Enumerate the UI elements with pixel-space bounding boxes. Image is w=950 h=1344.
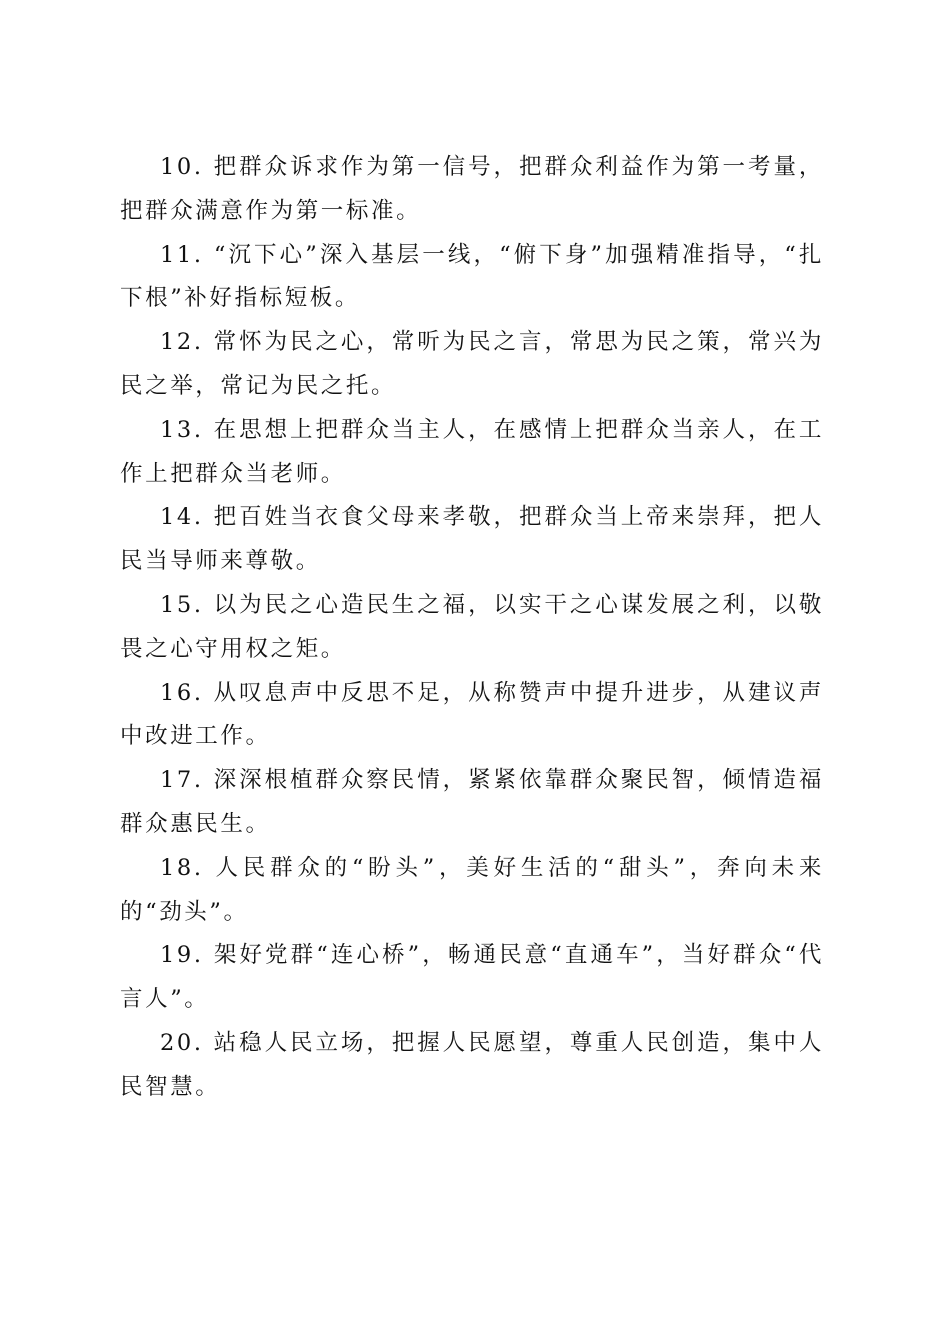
- list-item-12: 12. 常怀为民之心，常听为民之言，常思为民之策，常兴为民之举，常记为民之托。: [120, 329, 824, 399]
- list-item-15: 15. 以为民之心造民生之福，以实干之心谋发展之利，以敬畏之心守用权之矩。: [120, 591, 824, 662]
- list-item-18: 18. 人民群众的“盼头”，美好生活的“甜头”，奔向未来的“劲头”。: [120, 854, 824, 925]
- list-item-10: 10. 把群众诉求作为第一信号，把群众利益作为第一考量，把群众满意作为第一标准。: [120, 154, 824, 224]
- list-item-11: 11. “沉下心”深入基层一线，“俯下身”加强精准指导，“扎下根”补好指标短板。: [120, 241, 824, 312]
- list-item-14: 14. 把百姓当衣食父母来孝敬，把群众当上帝来崇拜，把人民当导师来尊敬。: [120, 504, 824, 575]
- list-item-16: 16. 从叹息声中反思不足，从称赞声中提升进步，从建议声中改进工作。: [120, 679, 824, 750]
- list-item-17: 17. 深深根植群众察民情，紧紧依靠群众聚民智，倾情造福群众惠民生。: [120, 767, 824, 837]
- list-item-13: 13. 在思想上把群众当主人，在感情上把群众当亲人，在工作上把群众当老师。: [120, 416, 824, 487]
- list-item-20: 20. 站稳人民立场，把握人民愿望，尊重人民创造，集中人民智慧。: [120, 1029, 824, 1100]
- list-item-19: 19. 架好党群“连心桥”，畅通民意“直通车”，当好群众“代言人”。: [120, 942, 824, 1013]
- document-page: [120, 146, 824, 1110]
